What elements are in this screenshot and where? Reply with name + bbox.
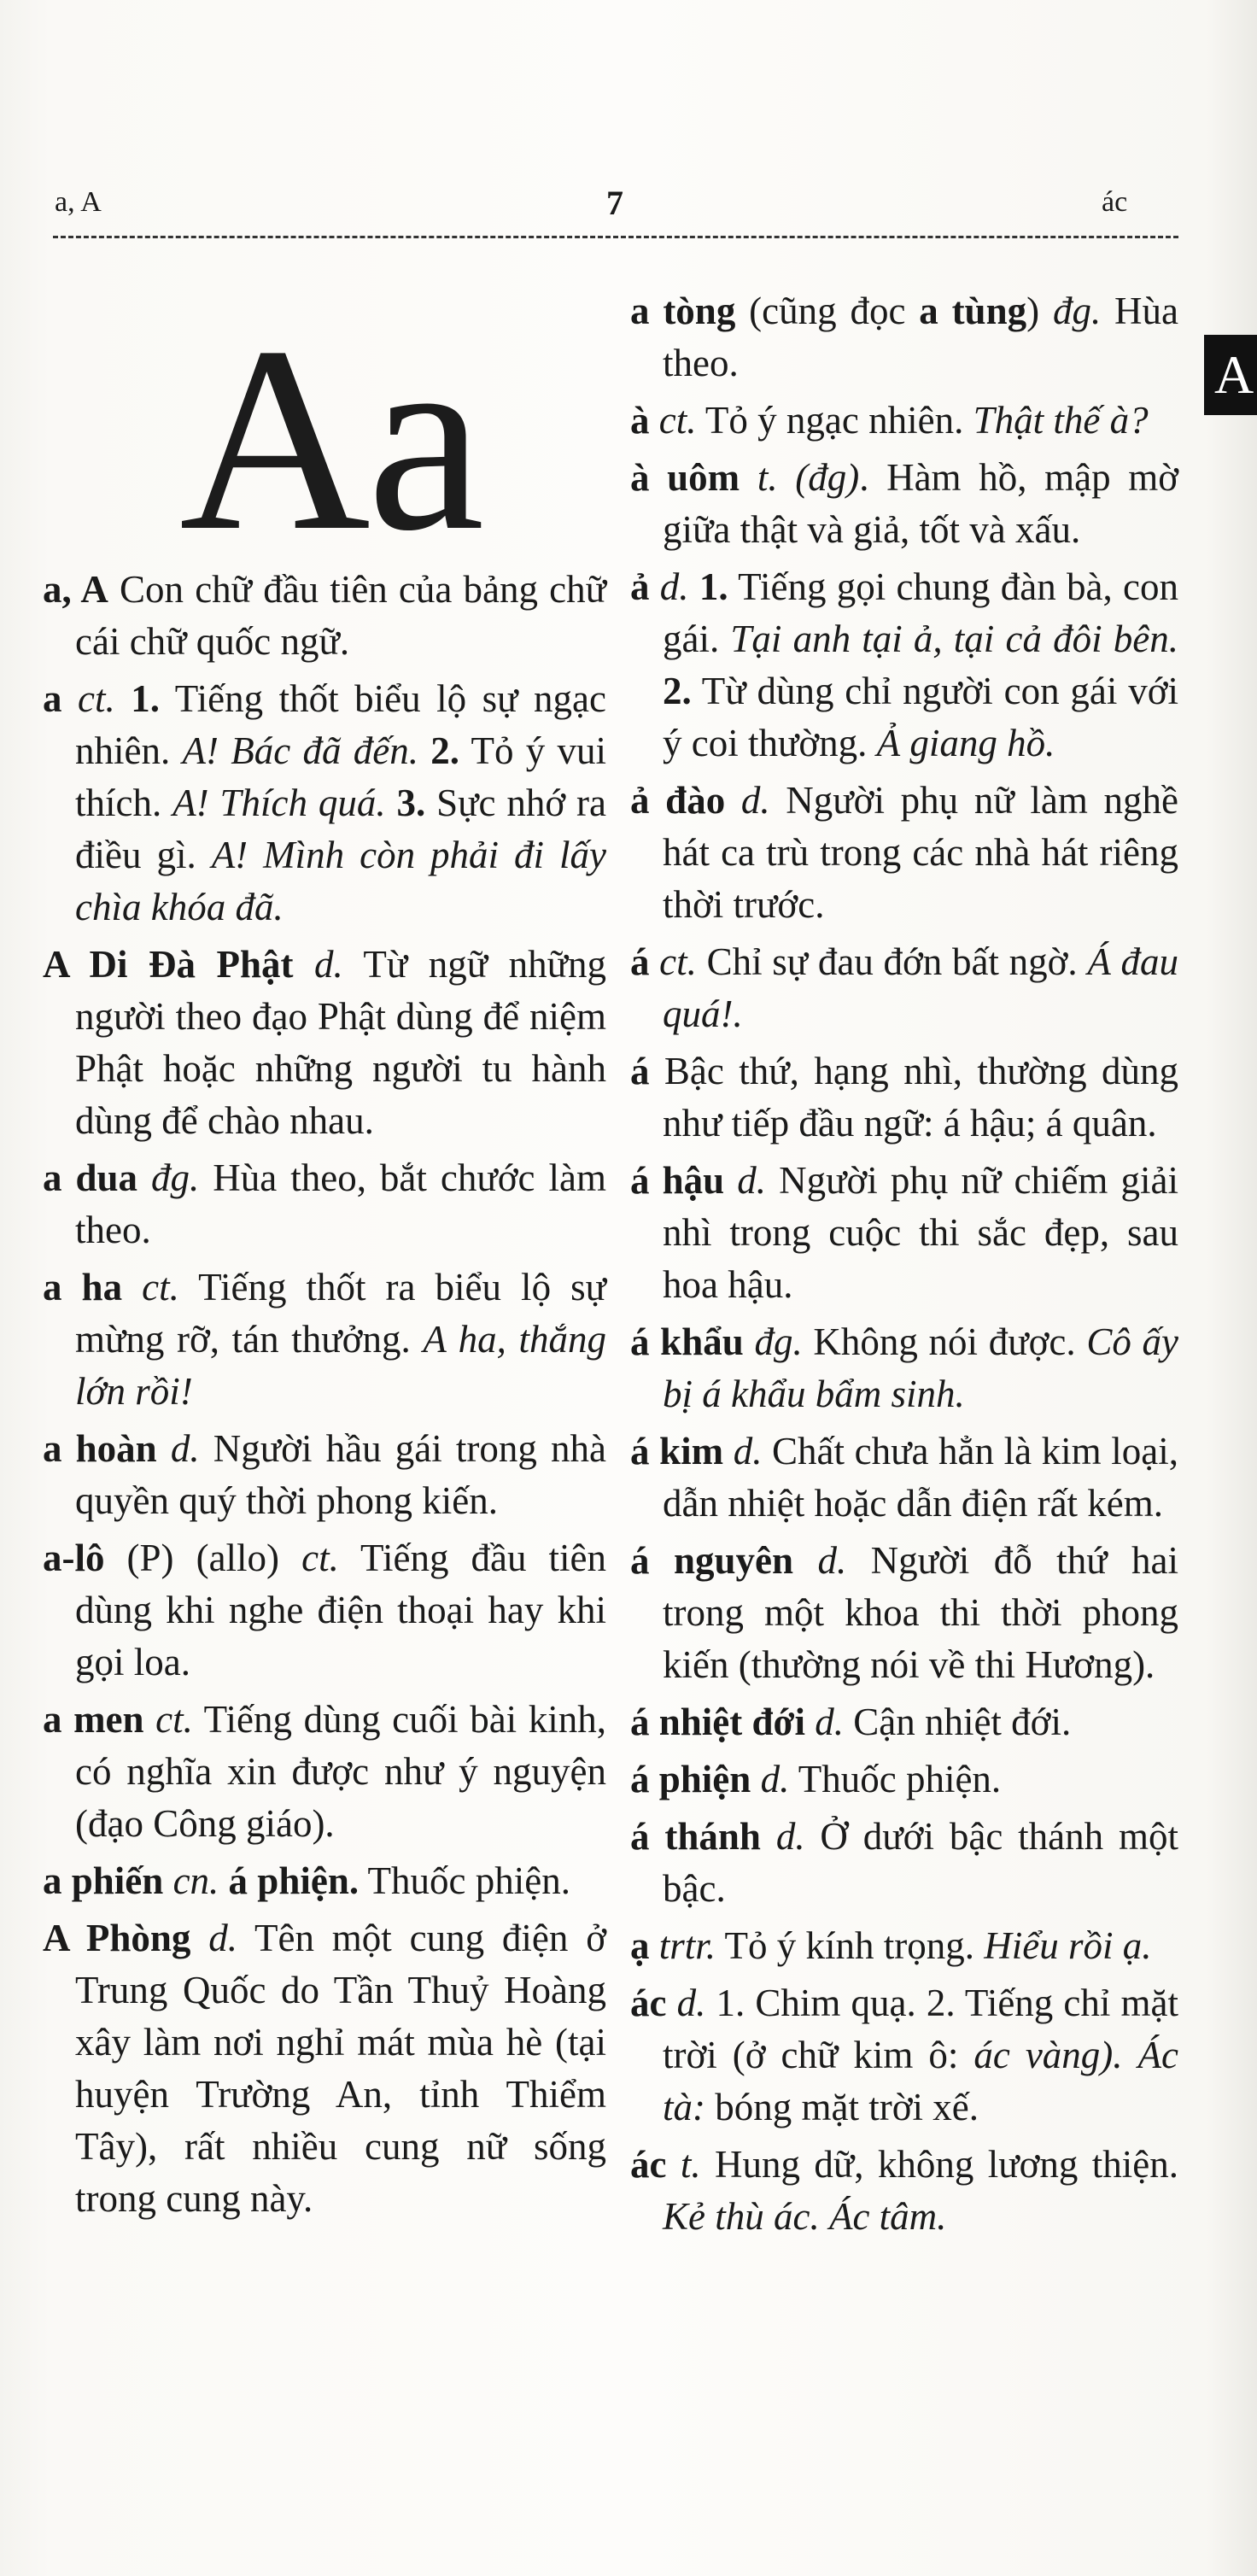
headword: á: [630, 1050, 650, 1092]
part-of-speech: d.: [733, 1430, 763, 1472]
definition-text: Cận nhiệt đới.: [843, 1701, 1072, 1743]
definition-text: [163, 1859, 172, 1902]
example: Á đau quá!.: [663, 940, 1178, 1035]
example: A! Mình còn phải đi lấy chìa khóa đã.: [75, 834, 606, 928]
left-guide-word: a, A: [55, 186, 102, 218]
headword: á nguyên: [630, 1539, 793, 1582]
example: A ha, thắng lớn rồi!: [75, 1318, 606, 1413]
headword: a phiến: [43, 1859, 164, 1902]
dictionary-entry: [630, 775, 1178, 931]
dictionary-entry: [43, 1694, 606, 1850]
definition-text: bóng mặt trời xế.: [705, 2086, 979, 2128]
definition-text: Thuốc phiện.: [359, 1859, 570, 1902]
dictionary-entry: [43, 939, 606, 1147]
definition-text: Hùa theo.: [663, 290, 1178, 384]
definition-text: [137, 1156, 151, 1199]
definition-text: [115, 677, 132, 720]
definition-text: [418, 729, 430, 772]
definition-text: Sực nhớ ra điều gì.: [75, 782, 606, 876]
definition-text: Tỏ ý vui thích.: [75, 729, 606, 824]
dictionary-entry: [630, 1316, 1178, 1420]
headword: á hậu: [630, 1159, 725, 1202]
definition-text: Tiếng dùng cuối bài kinh, có nghĩa xin được như ý nguyện (đạo Công giáo).: [75, 1698, 606, 1845]
dictionary-entry: [630, 285, 1178, 389]
definition-text: (cũng đọc: [735, 290, 920, 332]
sense-number: 1.: [131, 677, 161, 720]
example: Thật thế à?: [973, 399, 1149, 442]
definition-text: [724, 1159, 737, 1202]
dictionary-entry: [630, 1535, 1178, 1691]
sense-number: 2.: [663, 670, 692, 712]
definition-text: [725, 779, 741, 822]
definition-text: . Hàm hồ, mập mờ giữa thật và giả, tốt và xấu.: [663, 456, 1179, 551]
headword: á phiện.: [228, 1859, 360, 1902]
left-column: [43, 564, 606, 2230]
headword: a, A: [43, 568, 108, 611]
headword: á phiện: [630, 1758, 751, 1800]
dictionary-entry: [630, 1155, 1178, 1311]
section-letter: Aa: [179, 293, 482, 586]
definition-text: 1. Chim quạ. 2. Tiếng chỉ mặt trời (ở chữ kim ô:: [663, 1982, 1178, 2076]
part-of-speech: ct.: [155, 1698, 193, 1741]
part-of-speech: d.: [737, 1159, 767, 1202]
example: Kẻ thù ác. Ác tâm.: [663, 2195, 947, 2238]
definition-text: Tiếng thốt ra biểu lộ sự mừng rỡ, tán thưởng.: [75, 1266, 607, 1361]
part-of-speech: ct.: [301, 1537, 339, 1579]
dictionary-entry: [630, 1920, 1178, 1972]
definition-text: [689, 565, 699, 608]
dictionary-entry: [630, 936, 1178, 1040]
dictionary-entry: [630, 452, 1178, 556]
part-of-speech: d.: [676, 1982, 706, 2024]
definition-text: [190, 1917, 208, 1959]
headword: ạ: [630, 1924, 650, 1967]
headword: a hoàn: [43, 1427, 157, 1470]
headword: a-lô: [43, 1537, 105, 1579]
definition-text: Người đỗ thứ hai trong một khoa thi thời phong kiến (thường nói về thi Hương).: [663, 1539, 1178, 1686]
headword: a: [43, 677, 62, 720]
headword: à: [630, 399, 650, 442]
definition-text: [761, 1815, 776, 1858]
dictionary-entry: [630, 1977, 1178, 2134]
part-of-speech: d.: [815, 1701, 844, 1743]
definition-text: [751, 1758, 760, 1800]
definition-text: Tỏ ý ngạc nhiên.: [696, 399, 973, 442]
definition-text: [219, 1859, 228, 1902]
part-of-speech: d.: [659, 565, 689, 608]
headword: a tòng: [630, 290, 736, 332]
definition-text: Không nói được.: [802, 1320, 1087, 1363]
definition-text: [157, 1427, 171, 1470]
definition-text: ): [1026, 290, 1053, 332]
example: A! Thích quá.: [172, 782, 386, 824]
part-of-speech: t.: [680, 2143, 701, 2186]
definition-text: [723, 1430, 734, 1472]
definition-text: [650, 565, 660, 608]
definition-text: [293, 943, 313, 986]
definition-text: Tiếng gọi chung đàn bà, con gái.: [663, 565, 1179, 660]
part-of-speech: d.: [817, 1539, 847, 1582]
definition-text: [122, 1266, 142, 1308]
definition-text: Chất chưa hẳn là kim loại, dẫn nhiệt hoặc dẫn điện rất kém.: [663, 1430, 1178, 1525]
definition-text: Hung dữ, không lương thiện.: [700, 2143, 1179, 2186]
dictionary-entry: [43, 1152, 606, 1256]
headword: á nhiệt đới: [630, 1701, 805, 1743]
definition-text: Ở dưới bậc thánh một bậc.: [663, 1815, 1178, 1910]
headword: A Di Đà Phật: [43, 943, 294, 986]
definition-text: [386, 782, 397, 824]
headword: a dua: [43, 1156, 138, 1199]
headword: á thánh: [630, 1815, 761, 1858]
definition-text: (P) (allo): [104, 1537, 302, 1579]
headword: ác: [630, 2143, 667, 2186]
dictionary-entry: [43, 1262, 606, 1418]
dictionary-entry: [43, 1855, 606, 1907]
definition-text: Con chữ đầu tiên của bảng chữ cái chữ quốc ngữ.: [75, 568, 606, 663]
right-column: [630, 285, 1178, 2248]
headword: ả: [630, 565, 650, 608]
definition-text: [805, 1701, 815, 1743]
definition-text: Tiếng đầu tiên dùng khi nghe điện thoại hay khi gọi loa.: [75, 1537, 606, 1683]
dictionary-entry: [630, 1696, 1178, 1748]
definition-text: Thuốc phiện.: [789, 1758, 1002, 1800]
definition-text: Người phụ nữ làm nghề hát ca trù trong các nhà hát riêng thời trước.: [663, 779, 1179, 926]
dictionary-entry: [630, 395, 1178, 447]
definition-text: Tên một cung điện ở Trung Quốc do Tần Thuỷ Hoàng xây làm nơi nghỉ mát mùa hè (tại huyện Trường An, tỉnh Thiểm Tây), rất nhiều cung nữ sống trong cung này.: [75, 1917, 606, 2220]
part-of-speech: ct.: [659, 940, 697, 983]
definition-text: [666, 1982, 676, 2024]
dictionary-entry: [43, 1423, 606, 1527]
definition-text: [744, 1320, 755, 1363]
part-of-speech: d.: [170, 1427, 200, 1470]
part-of-speech: ct.: [658, 399, 697, 442]
part-of-speech: ct.: [78, 677, 115, 720]
definition-text: [650, 940, 660, 983]
definition-text: Chỉ sự đau đớn bất ngờ.: [696, 940, 1088, 983]
page-number: 7: [606, 184, 623, 222]
sense-number: 1.: [699, 565, 728, 608]
definition-text: [650, 399, 659, 442]
headword: ả đào: [630, 779, 726, 822]
definition-text: Từ dùng chỉ người con gái với ý coi thường.: [663, 670, 1178, 764]
part-of-speech: d.: [740, 779, 770, 822]
part-of-speech: ct.: [142, 1266, 179, 1308]
example: Hiểu rồi ạ.: [984, 1924, 1152, 1967]
part-of-speech: đg.: [1052, 290, 1102, 332]
definition-text: [62, 677, 79, 720]
example: Ả giang hồ.: [876, 722, 1055, 764]
headword: á khẩu: [630, 1320, 744, 1363]
dictionary-entry: [630, 1426, 1178, 1530]
definition-text: Tỏ ý kính trọng.: [716, 1924, 985, 1967]
definition-text: Tiếng thốt biểu lộ sự ngạc nhiên.: [75, 677, 606, 772]
dictionary-entry: [630, 1045, 1178, 1150]
definition-text: [666, 2143, 680, 2186]
dictionary-entry: [630, 1811, 1178, 1915]
headword: a tùng: [919, 290, 1027, 332]
part-of-speech: d.: [208, 1917, 237, 1959]
sense-number: 3.: [396, 782, 426, 824]
part-of-speech: d.: [775, 1815, 805, 1858]
headword: à uôm: [630, 456, 740, 499]
dictionary-entry: [630, 2139, 1178, 2243]
definition-text: Bậc thứ, hạng nhì, thường dùng như tiếp đầu ngữ: á hậu; á quân.: [649, 1050, 1178, 1145]
part-of-speech: đg.: [151, 1156, 200, 1199]
running-head: [0, 183, 1257, 234]
headword: á: [630, 940, 650, 983]
header-divider: [53, 236, 1178, 238]
example: ác vàng). Ác tà:: [663, 2034, 1178, 2128]
thumb-index-tab: A: [1204, 335, 1257, 415]
headword: a men: [43, 1698, 144, 1741]
dictionary-entry: [43, 1912, 606, 2225]
part-of-speech: trtr.: [658, 1924, 716, 1967]
headword: A Phòng: [43, 1917, 191, 1959]
dictionary-entry: [43, 564, 606, 668]
part-of-speech: t. (đg): [757, 456, 860, 499]
part-of-speech: d.: [313, 943, 343, 986]
dictionary-entry: [630, 561, 1178, 770]
sense-number: 2.: [430, 729, 459, 772]
headword: á kim: [630, 1430, 724, 1472]
definition-text: Từ ngữ những người theo đạo Phật dùng để niệm Phật hoặc những người tu hành dùng để chào nhau.: [75, 943, 606, 1142]
definition-text: [650, 1924, 659, 1967]
right-guide-word: ác: [1102, 186, 1128, 218]
part-of-speech: cn.: [172, 1859, 219, 1902]
headword: ác: [630, 1982, 667, 2024]
dictionary-entry: [43, 1532, 606, 1689]
definition-text: [793, 1539, 817, 1582]
definition-text: Người phụ nữ chiếm giải nhì trong cuộc thi sắc đẹp, sau hoa hậu.: [663, 1159, 1179, 1306]
dictionary-entry: [43, 673, 606, 934]
definition-text: Người hầu gái trong nhà quyền quý thời phong kiến.: [75, 1427, 606, 1522]
definition-text: [740, 456, 757, 499]
definition-text: [144, 1698, 156, 1741]
example: Tại anh tại ả, tại cả đôi bên.: [730, 618, 1178, 660]
headword: a ha: [43, 1266, 123, 1308]
dictionary-entry: [630, 1753, 1178, 1806]
part-of-speech: d.: [760, 1758, 790, 1800]
example: Cô ấy bị á khẩu bẩm sinh.: [663, 1320, 1178, 1415]
definition-text: Hùa theo, bắt chước làm theo.: [75, 1156, 606, 1251]
example: A! Bác đã đến.: [182, 729, 418, 772]
part-of-speech: đg.: [754, 1320, 803, 1363]
